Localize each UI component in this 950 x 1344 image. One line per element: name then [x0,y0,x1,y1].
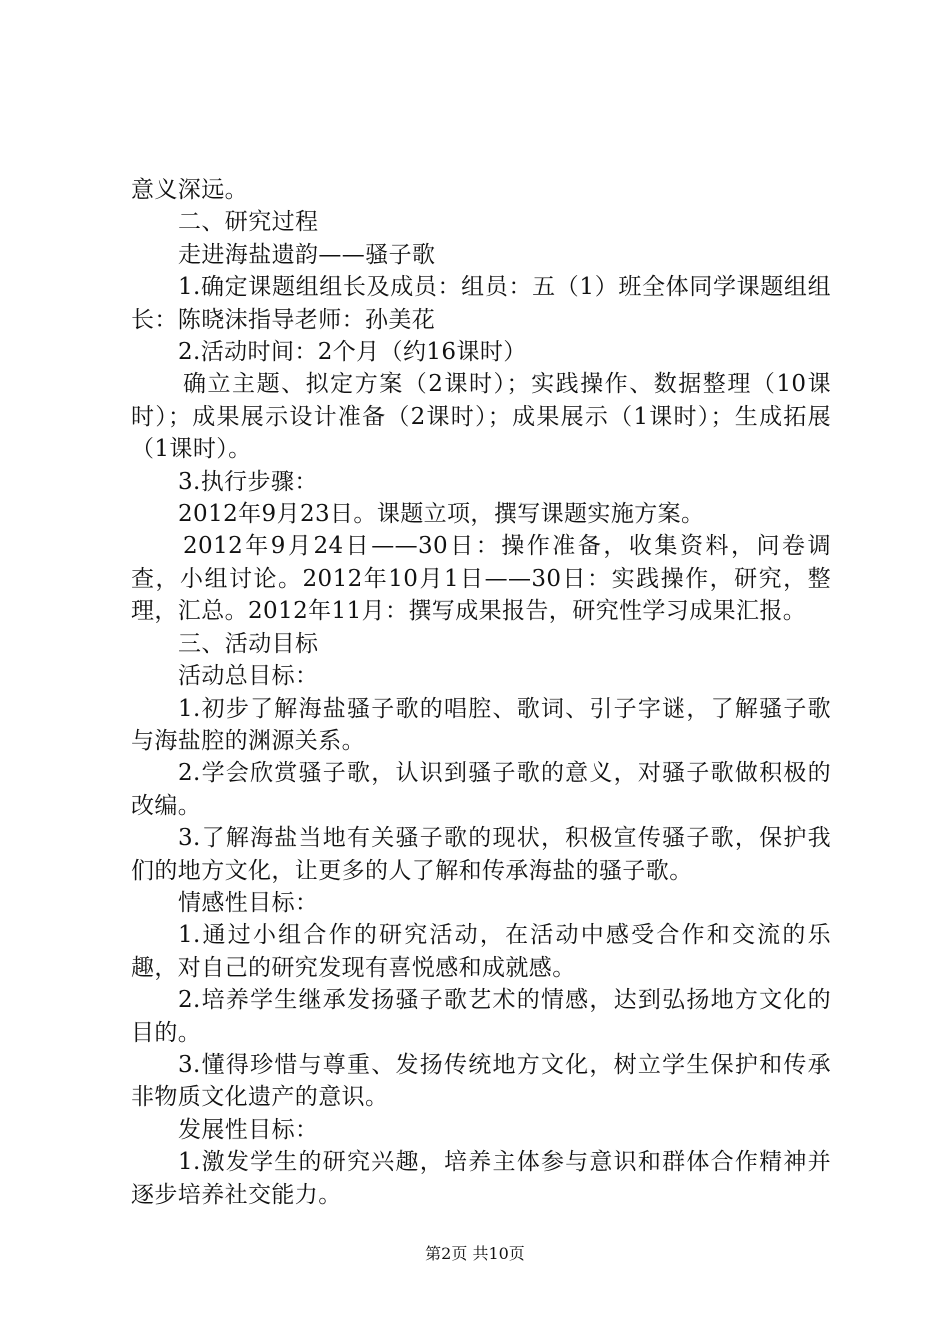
paragraph: 3.执行步骤： [178,468,318,495]
paragraph: 活动总目标： [178,663,319,690]
section-heading: 二、研究过程 [178,209,319,236]
paragraph: 意义深远。 [131,177,248,203]
paragraph: 1.初步了解海盐骚子歌的唱腔、歌词、引子字谜，了解骚子歌与海盐腔的渊源关系。 [131,695,831,754]
paragraph: 走进海盐遗韵——骚子歌 [178,241,436,268]
paragraph: 2012年9月23日。课题立项，撰写课题实施方案。 [178,501,705,528]
page-number-footer: 第2页 共10页 [425,1244,525,1263]
paragraph: 确立主题、拟定方案（2课时）；实践操作、数据整理（10课时）；成果展示设计准备（2课时）；成果展示（1课时）；生成拓展（1课时）。 [131,371,831,463]
paragraph: 3.了解海盐当地有关骚子歌的现状，积极宣传骚子歌，保护我们的地方文化，让更多的人了解和传承海盐的骚子歌。 [131,825,831,884]
paragraph: 1.激发学生的研究兴趣，培养主体参与意识和群体合作精神并逐步培养社交能力。 [131,1149,831,1208]
paragraph: 2.培养学生继承发扬骚子歌艺术的情感，达到弘扬地方文化的目的。 [131,987,831,1046]
paragraph: 2.学会欣赏骚子歌，认识到骚子歌的意义，对骚子歌做积极的改编。 [131,760,831,819]
paragraph: 发展性目标： [178,1116,319,1143]
paragraph: 1.通过小组合作的研究活动，在活动中感受合作和交流的乐趣，对自己的研究发现有喜悦感和成就感。 [131,922,831,981]
paragraph: 情感性目标： [178,889,319,916]
section-heading: 三、活动目标 [178,630,319,657]
document-body [131,174,831,1211]
paragraph: 3.懂得珍惜与尊重、发扬传统地方文化，树立学生保护和传承非物质文化遗产的意识。 [131,1051,831,1111]
paragraph: 2012年9月24日——30日：操作准备，收集资料，问卷调查，小组讨论。2012年10月1日——30日：实践操作，研究，整理，汇总。2012年11月：撰写成果报告，研究性学习成果汇报。 [131,533,831,625]
paragraph: 2.活动时间：2个月（约16课时） [178,339,527,366]
paragraph: 1.确定课题组组长及成员：组员：五（1）班全体同学课题组组长：陈晓沫指导老师：孙美花 [131,274,831,333]
